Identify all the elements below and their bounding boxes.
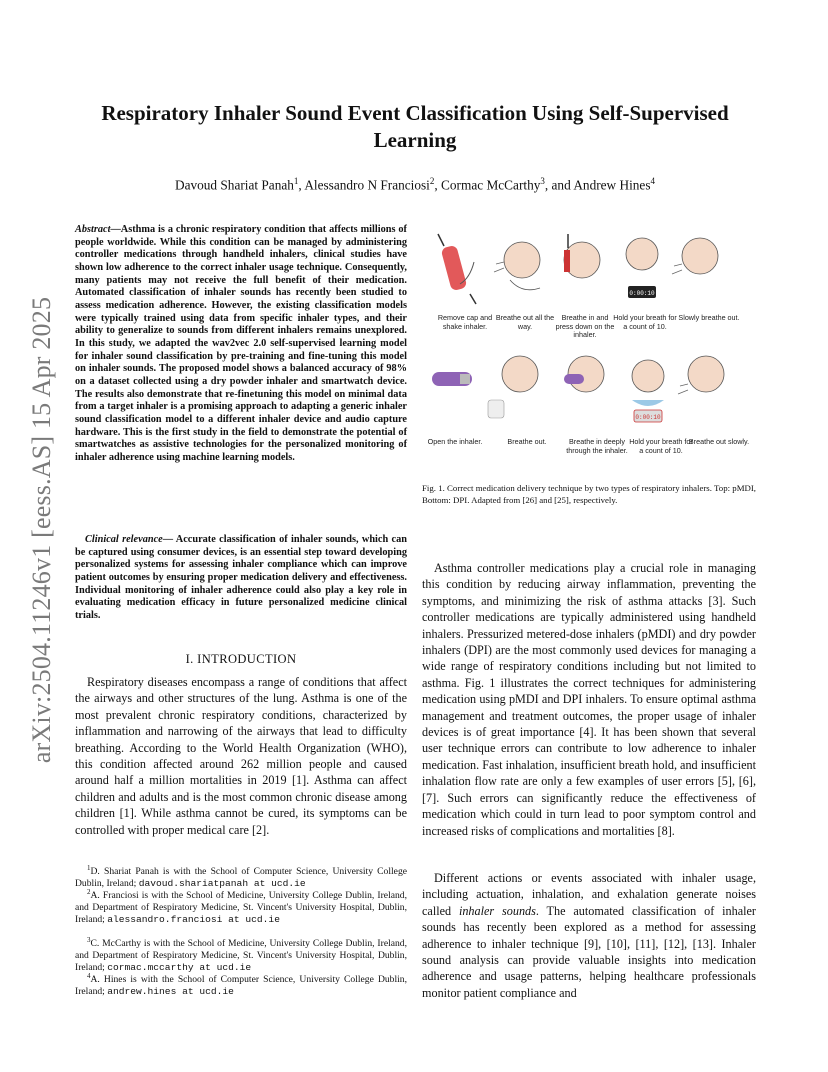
body-text: . The automated classification of inhaler sounds has recently been explored as a method for assessing adherence to inhaler technique [9], [10], [11], [12], [13]. Inhaler sound analysis can provide valuable insights into medication adherence and usage patterns, helping healthcare professionals monitor patient compliance and (422, 903, 756, 1000)
footnote-text: A. Franciosi is with the School of Medicine, University College Dublin, Ireland, and Department of Respiratory Medicine, St. Vincent's University Hospital, Dublin, Ireland; (75, 890, 407, 926)
author-name: Davoud Shariat Panah (174, 177, 294, 193)
timer-display-top: 0:00:10 (629, 290, 655, 297)
pmdi-breathe-in-illustration (564, 234, 600, 278)
abstract-text: —Asthma is a chronic respiratory condition that affects millions of people worldwide. While this condition can be managed by administering controller medications through handheld inhalers, clinical studies have shown low adherence to the correct inhaler usage technique. Consequently, many patients may not receive the full benefit of their medication. Automated classification of inhaler sounds has recently been studied to assess medication adherence. However, the existing classification models were typically trained using data from specific inhaler types, and their ability to generalize to sounds from different inhalers remains unexplored. In this study, we adapted the wav2vec 2.0 self-supervised learning model for inhaler sound classification by pre-training and fine-tuning this model on inhaler sounds. The proposed model shows a balanced accuracy of 98% on a dataset collected using a dry powder inhaler and smartwatch device. The results also demonstrate that re-finetuning this model on minimal data from a target inhaler is a promising approach to adapting a generic inhaler sound classification model to a different inhaler device and audio capture hardware. This is the first study in the field to demonstrate the potential of smartwatches as assistive technologies for the personalized monitoring of inhaler adherence using machine learning models. (75, 224, 407, 463)
figure-step-caption: Hold your breath for a count of 10. (613, 313, 677, 331)
pmdi-hold-breath-illustration (626, 238, 658, 298)
affiliation-mark: 2 (429, 176, 435, 186)
footnote-mark: 2 (87, 888, 91, 896)
dpi-slow-breathe-out-illustration (678, 356, 724, 394)
figure-step-caption: Breathe out. (507, 437, 547, 446)
footnote (75, 934, 407, 974)
arxiv-id-text: arXiv:2504.11246v1 [eess.AS] 15 Apr 2025 (27, 296, 56, 764)
figure-caption: Fig. 1. Correct medication delivery technique by two types of respiratory inhalers. Top: pMDI, Bottom: DPI. Adapted from [26] and [25], respectively. (422, 483, 756, 505)
dpi-open-illustration (432, 372, 472, 386)
footnote-text: A. Hines is with the School of Computer Science, University College Dublin, Ireland; (75, 974, 407, 998)
timer-display-bottom: 0:00:10 (635, 414, 661, 421)
clinical-relevance (75, 534, 407, 623)
footnote-text: C. McCarthy is with the School of Medicine, University College Dublin, Ireland, and Department of Respiratory Medicine, St. Vincent's University Hospital, Dublin, Ireland; (75, 938, 407, 974)
paper-title: Respiratory Inhaler Sound Event Classification Using Self-Supervised Learning (101, 101, 729, 152)
abstract-label: Abstract (75, 224, 111, 235)
footnote-mark: 4 (87, 972, 91, 980)
footnote-mark: 1 (87, 864, 91, 872)
affiliation-mark: 1 (293, 176, 299, 186)
body-text: Different actions or events associated with inhaler usage, including actuation, inhalation, and exhalation generate noises called (422, 871, 756, 918)
section-heading: I. INTRODUCTION (185, 652, 297, 666)
affiliation-mark: 4 (650, 176, 655, 186)
figure-step-caption: Breathe out slowly. (688, 437, 750, 446)
author-name: Alessandro N Franciosi (304, 177, 430, 193)
author-list (75, 176, 755, 193)
author-name: Cormac McCarthy (441, 177, 541, 193)
figure-step-caption: Slowly breathe out. (678, 313, 740, 322)
emphasis-text: inhaler sounds (458, 903, 536, 918)
pmdi-breathe-out-illustration (494, 242, 540, 290)
body-paragraph: Asthma controller medications play a crucial role in managing this condition by reducing airway inflammation, preventing the symptoms, and minimizing the risk of asthma attacks [3]. Such controller medications are typically administered using handheld inhalers. Pressurized metered-dose inhalers (pMDI) and dry powder inhalers (DPI) are the most commonly used devices for managing a wide range of respiratory conditions including but not limited to asthma. Fig. 1 illustrates the correct techniques for administering medication using pMDI and DPI inhalers. To ensure optimal asthma management and treatment outcomes, the proper usage of inhaler devices is of great importance [4]. It has been shown that several user technique errors can contribute to low adherence to inhaler medication. Fast inhalation, insufficient breath hold, and insufficient inhalation flow rate are only a few examples of user errors [5], [6], [7]. Such errors can significantly reduce the effectiveness of medication which could in turn lead to poor symptom control and increased risks of complications and mortalities [8]. (422, 561, 756, 838)
author-separator: , (298, 177, 305, 193)
dpi-hold-breath-illustration (632, 360, 664, 422)
author-separator: , (434, 177, 442, 193)
intro-paragraph: Respiratory diseases encompass a range of conditions that affect the airways and other structures of the lung. Asthma is one of the most prevalent chronic respiratory conditions, characterized by inflammation and narrowing of the airways that lead to difficulty breathing. According to the World Health Organization (WHO), this condition affected around 262 million people and caused around half a million mortalities in 2019 [1]. Asthma can affect children and adults and is the most common chronic disease among children [1]. While asthma cannot be cured, its symptoms can be controlled with proper medical care [2]. (75, 675, 407, 837)
figure-inhaler-technique (427, 224, 752, 472)
arxiv-identifier (22, 270, 62, 790)
footnote (75, 970, 407, 998)
figure-step-caption: Open the inhaler. (427, 437, 483, 446)
affiliation-mark: 3 (540, 176, 545, 186)
footnote-text: D. Shariat Panah is with the School of Computer Science, University College Dublin, Ireland; (75, 866, 407, 890)
figure-step-caption: Breathe out all the way. (495, 313, 555, 331)
footnote (75, 886, 407, 926)
abstract (75, 224, 407, 464)
pmdi-shake-illustration (438, 234, 476, 304)
dpi-breathe-out-illustration (488, 356, 538, 418)
footnote-email: alessandro.franciosi at ucd.ie (107, 914, 280, 926)
figure-step-caption: Breathe in and press down on the inhaler. (555, 313, 615, 340)
figure-step-caption: Hold your breath for a count of 10. (629, 437, 693, 455)
body-paragraph (422, 870, 756, 1001)
pmdi-slow-breathe-out-illustration (672, 238, 718, 274)
clinical-text: — Accurate classification of inhaler sounds, which can be captured using consumer devices, is an essential step toward developing personalized systems for assessing inhaler compliance which can improve patient outcomes by ensuring proper medication delivery and effectiveness. Individual monitoring of inhaler adherence could also play a key role in evaluating medication efficacy in future personalized medicine clinical trials. (75, 534, 407, 621)
figure-illustration (430, 224, 752, 472)
footnote-email: andrew.hines at ucd.ie (107, 986, 234, 998)
figure-step-caption: Remove cap and shake inhaler. (437, 313, 493, 331)
clinical-label: Clinical relevance (85, 534, 163, 545)
author-name: Andrew Hines (573, 177, 651, 193)
author-separator: , and (544, 177, 574, 193)
figure-step-caption: Breathe in deeply through the inhaler. (566, 437, 628, 455)
footnote-email: davoud.shariatpanah at ucd.ie (138, 878, 306, 890)
footnote-email: cormac.mccarthy at ucd.ie (107, 962, 252, 974)
dpi-breathe-in-illustration (564, 356, 604, 392)
footnote-mark: 3 (87, 936, 91, 944)
